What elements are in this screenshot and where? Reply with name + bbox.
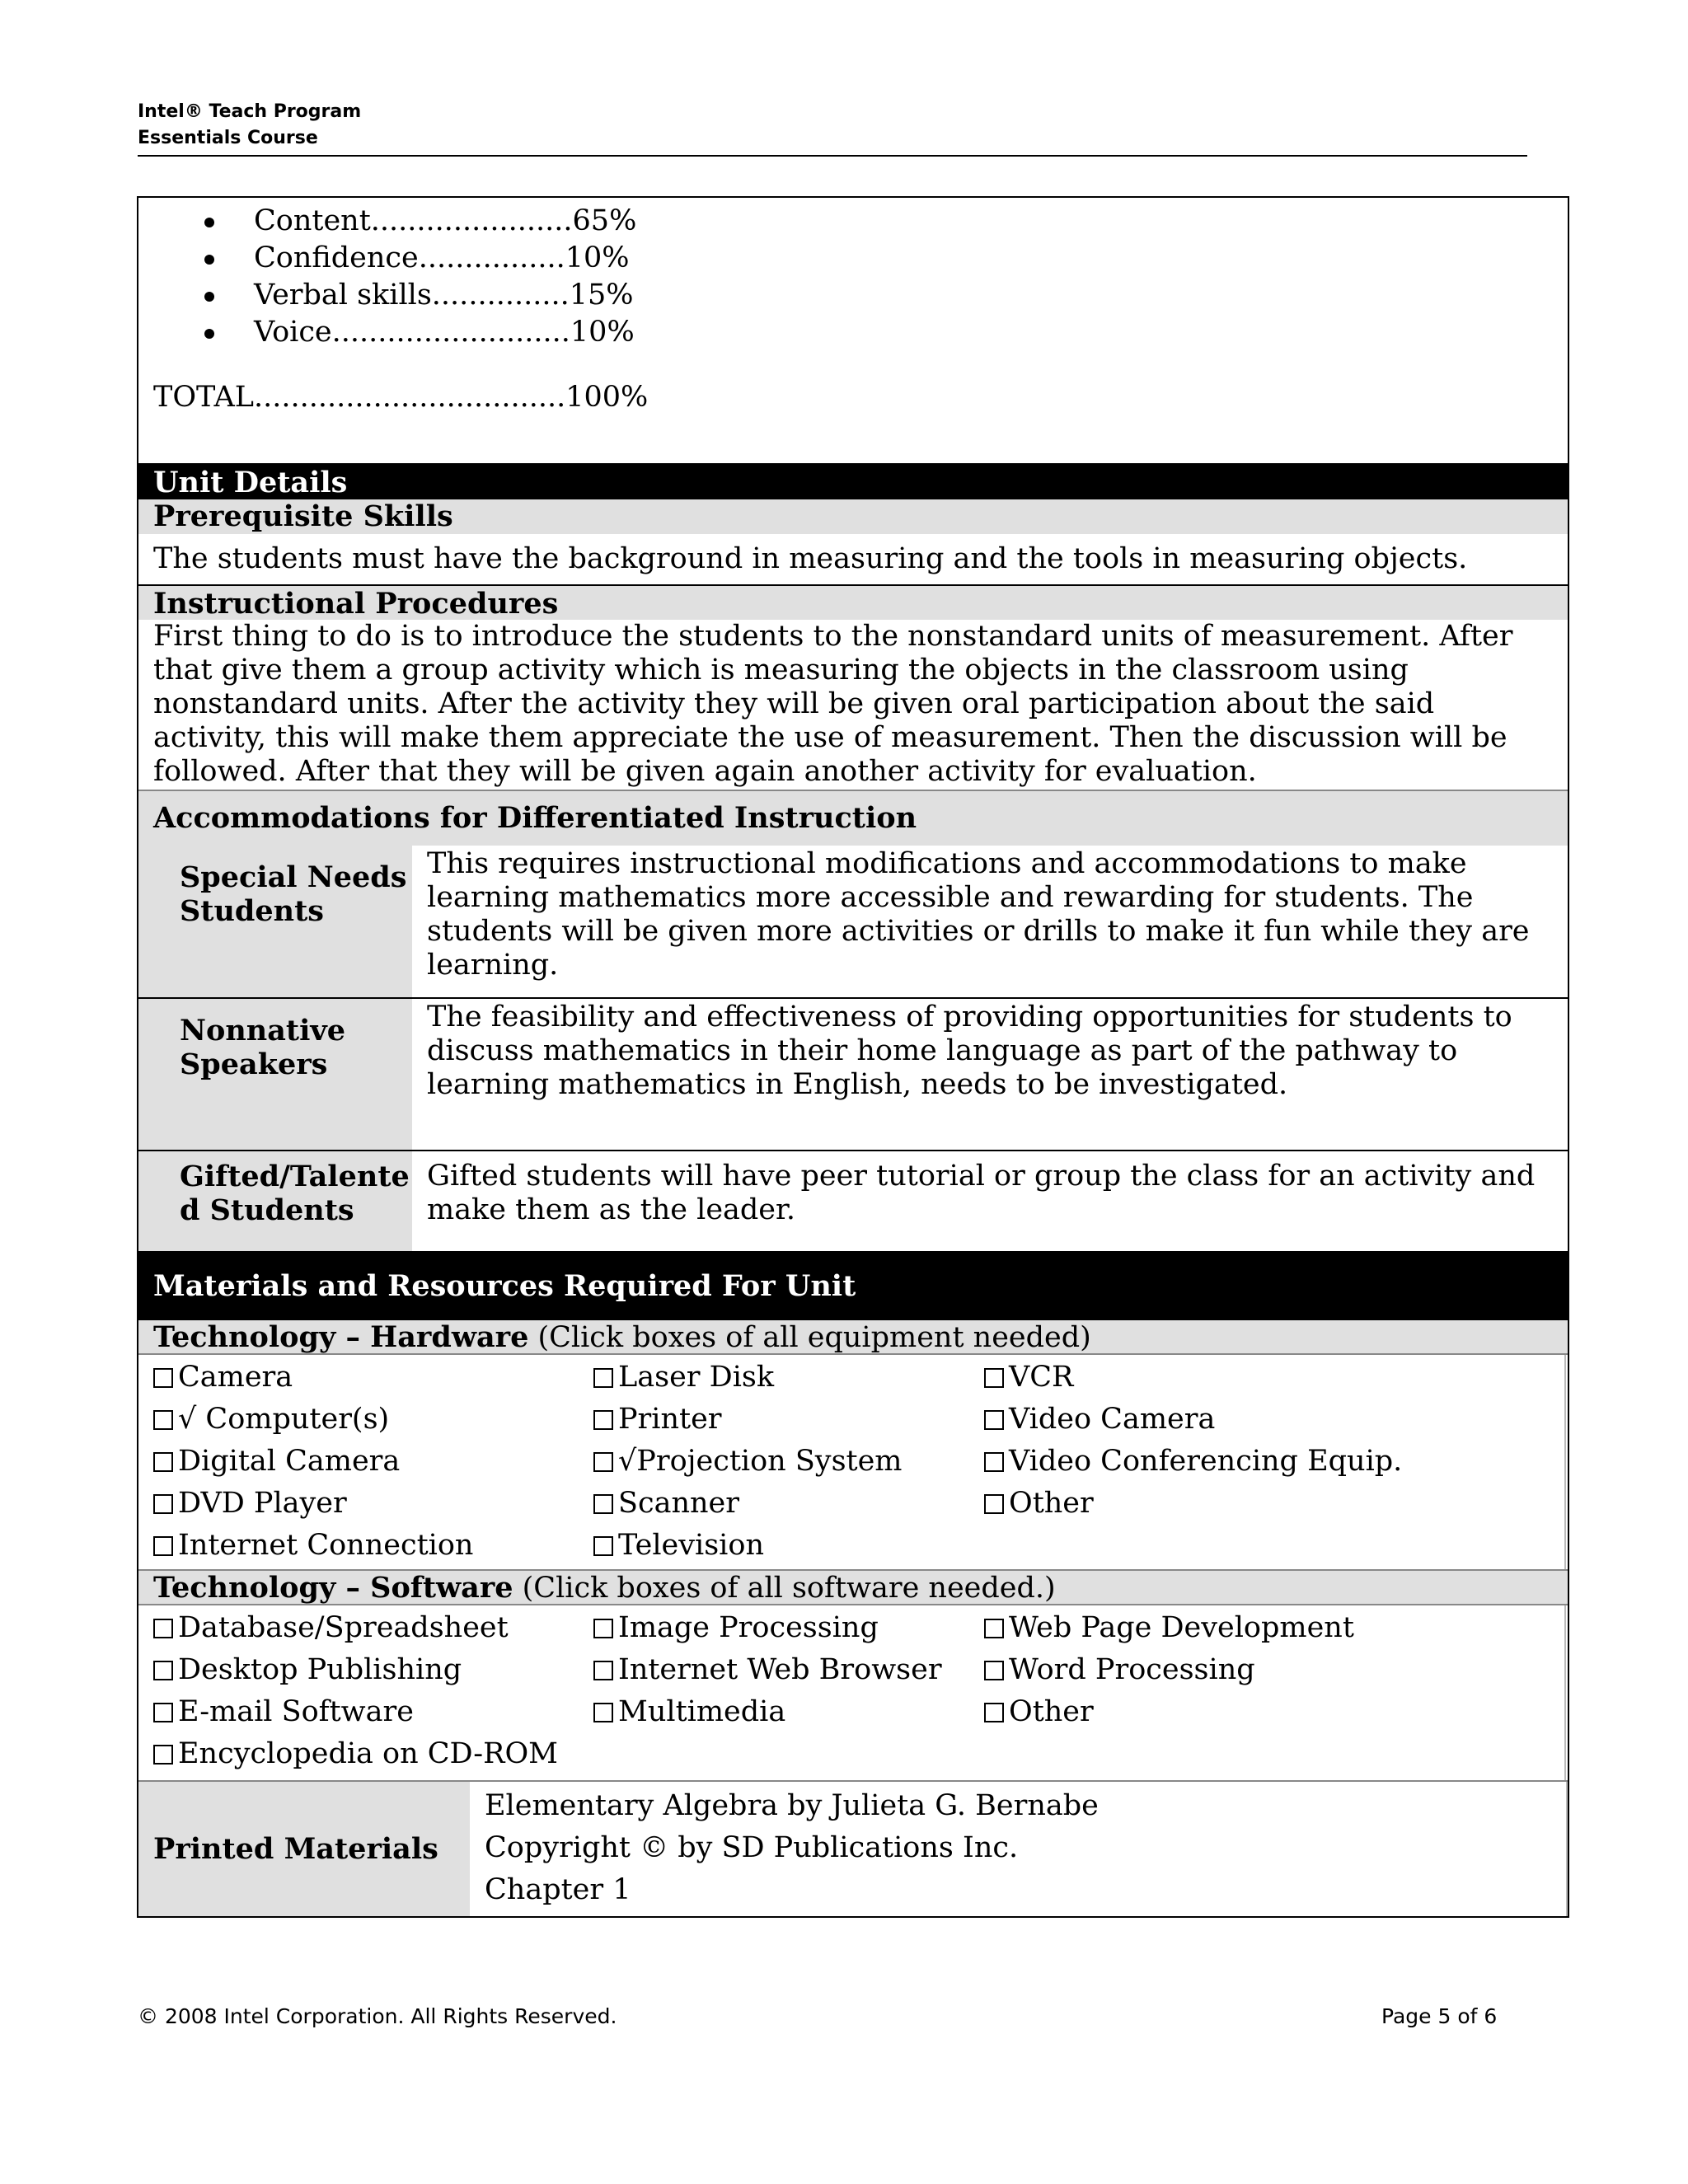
printed-materials-list <box>470 1782 1568 1916</box>
software-heading <box>138 1569 1568 1605</box>
checkbox-scanner[interactable] <box>593 1483 903 1525</box>
checkbox-web-browser[interactable] <box>593 1649 942 1691</box>
header-program: Intel® Teach Program <box>138 101 362 122</box>
checkbox-label: Word Processing <box>1009 1653 1255 1686</box>
checkbox-icon[interactable] <box>593 1368 613 1388</box>
list-item <box>204 277 636 314</box>
software-column-3 <box>984 1607 1354 1733</box>
checkbox-icon[interactable] <box>593 1452 613 1472</box>
checkbox-icon[interactable] <box>593 1410 613 1430</box>
header-course: Essentials Course <box>138 128 318 148</box>
bullet-icon <box>204 218 214 227</box>
label-line: Special Needs <box>180 860 407 894</box>
score-item-confidence: Confidence................10% <box>254 241 630 274</box>
printed-materials-label: Printed Materials <box>138 1782 470 1916</box>
hardware-column-1 <box>153 1357 473 1567</box>
checkbox-icon[interactable] <box>153 1703 173 1722</box>
checkbox-icon[interactable] <box>153 1536 173 1556</box>
bullet-icon <box>204 292 214 302</box>
checkbox-icon[interactable] <box>593 1661 613 1680</box>
checkbox-label: Internet Web Browser <box>618 1653 942 1686</box>
checkbox-icon[interactable] <box>153 1494 173 1514</box>
checkbox-label: DVD Player <box>178 1487 347 1520</box>
checkbox-icon[interactable] <box>593 1703 613 1722</box>
checkbox-icon[interactable] <box>593 1619 613 1638</box>
checkbox-label: Digital Camera <box>178 1445 401 1478</box>
list-item <box>204 240 636 277</box>
checkbox-label: Desktop Publishing <box>178 1653 462 1686</box>
checkbox-word-processing[interactable] <box>984 1649 1354 1691</box>
checkbox-digital-camera[interactable] <box>153 1441 473 1483</box>
label-line: Gifted/Talente <box>180 1160 410 1193</box>
checkbox-icon[interactable] <box>984 1661 1004 1680</box>
checkbox-label: Internet Connection <box>178 1529 474 1562</box>
prerequisite-skills-text: The students must have the background in measuring and the tools in measuring objects. <box>138 534 1568 586</box>
scoring-list <box>204 203 636 351</box>
checkbox-icon[interactable] <box>984 1410 1004 1430</box>
score-total: TOTAL..................................100% <box>153 381 649 414</box>
prerequisite-skills-heading: Prerequisite Skills <box>138 499 1568 534</box>
list-item: Copyright © by SD Publications Inc. <box>485 1831 1019 1864</box>
label-line: Students <box>180 894 324 928</box>
checkbox-icon[interactable] <box>984 1494 1004 1514</box>
score-item-content: Content......................65% <box>254 204 637 237</box>
accommodation-row-gifted <box>138 1151 1568 1251</box>
hardware-title: Technology – Hardware <box>153 1320 529 1354</box>
checkbox-label: Encyclopedia on CD-ROM <box>178 1737 558 1770</box>
checkbox-internet-connection[interactable] <box>153 1525 473 1567</box>
checkbox-label: Television <box>618 1529 764 1562</box>
score-item-verbal: Verbal skills...............15% <box>254 279 634 312</box>
label-line: Nonnative <box>180 1014 345 1047</box>
software-instruction: (Click boxes of all software needed.) <box>513 1572 1056 1605</box>
checkbox-label: Image Processing <box>618 1611 879 1644</box>
checkbox-desktop-publishing[interactable] <box>153 1649 558 1691</box>
checkbox-label: Other <box>1009 1487 1094 1520</box>
checkbox-video-conferencing[interactable] <box>984 1441 1402 1483</box>
accommodation-label <box>138 846 412 997</box>
checkbox-label: Other <box>1009 1695 1094 1728</box>
checkbox-icon[interactable] <box>984 1452 1004 1472</box>
materials-heading: Materials and Resources Required For Unit <box>138 1251 1568 1320</box>
score-item-voice: Voice..........................10% <box>254 316 635 349</box>
checkbox-icon[interactable] <box>593 1494 613 1514</box>
checkbox-label: Camera <box>178 1361 293 1394</box>
checkbox-image-processing[interactable] <box>593 1607 942 1649</box>
software-column-2 <box>593 1607 942 1733</box>
checkbox-icon[interactable] <box>984 1703 1004 1722</box>
checkbox-label: Laser Disk <box>618 1361 775 1394</box>
software-checklist <box>138 1605 1566 1780</box>
checkbox-icon[interactable] <box>153 1368 173 1388</box>
checkbox-other-hardware[interactable] <box>984 1483 1402 1525</box>
hardware-column-2 <box>593 1357 903 1567</box>
list-item <box>204 203 636 240</box>
checkbox-video-camera[interactable] <box>984 1399 1402 1441</box>
hardware-checklist <box>138 1355 1566 1569</box>
checkbox-icon[interactable] <box>593 1536 613 1556</box>
checkbox-web-page-development[interactable] <box>984 1607 1354 1649</box>
checkbox-label: √ Computer(s) <box>178 1403 390 1436</box>
checkbox-label: Video Conferencing Equip. <box>1009 1445 1403 1478</box>
hardware-column-3 <box>984 1357 1402 1525</box>
accommodation-row-special-needs <box>138 846 1568 999</box>
checkbox-laser-disk[interactable] <box>593 1357 903 1399</box>
accommodation-text: The feasibility and effectiveness of providing opportunities for students to discuss mathematics in their home language as part of the pathway to learning mathematics in English, needs to be investigated. <box>427 1001 1512 1101</box>
checkbox-label: Web Page Development <box>1009 1611 1354 1644</box>
checkbox-label: √Projection System <box>618 1445 903 1478</box>
checkbox-camera[interactable] <box>153 1357 473 1399</box>
bullet-icon <box>204 255 214 265</box>
checkbox-label: Scanner <box>618 1487 739 1520</box>
checkbox-encyclopedia[interactable] <box>153 1733 558 1775</box>
checkbox-label: Printer <box>618 1403 722 1436</box>
accommodation-text: This requires instructional modifications and accommodations to make learning mathematics more accessible and rewarding for students. The students will be given more activities or drills to make it fun while they are learning. <box>427 847 1530 982</box>
checkbox-email-software[interactable] <box>153 1691 558 1733</box>
checkbox-projection-system[interactable] <box>593 1441 903 1483</box>
instructional-procedures-heading: Instructional Procedures <box>138 586 1568 620</box>
footer-page-number: Page 5 of 6 <box>1381 2004 1498 2028</box>
label-line: Speakers <box>180 1047 328 1081</box>
hardware-heading <box>138 1320 1568 1355</box>
footer-copyright: © 2008 Intel Corporation. All Rights Reserved. <box>138 2004 617 2028</box>
label-line: d Students <box>180 1193 354 1227</box>
checkbox-icon[interactable] <box>153 1452 173 1472</box>
checkbox-television[interactable] <box>593 1525 903 1567</box>
checkbox-database[interactable] <box>153 1607 558 1649</box>
checkbox-icon[interactable] <box>153 1745 173 1765</box>
accommodation-text: Gifted students will have peer tutorial or group the class for an activity and make them as the leader. <box>427 1160 1536 1226</box>
bullet-icon <box>204 329 214 339</box>
checkbox-vcr[interactable] <box>984 1357 1402 1399</box>
accommodation-label <box>138 999 412 1150</box>
checkbox-icon[interactable] <box>984 1368 1004 1388</box>
checkbox-label: Video Camera <box>1009 1403 1216 1436</box>
checkbox-icon[interactable] <box>153 1661 173 1680</box>
checkbox-label: E-mail Software <box>178 1695 414 1728</box>
unit-plan-table <box>137 196 1569 1918</box>
unit-details-heading: Unit Details <box>138 463 1568 499</box>
list-item <box>204 314 636 351</box>
checkbox-label: Multimedia <box>618 1695 786 1728</box>
checkbox-icon[interactable] <box>984 1619 1004 1638</box>
hardware-instruction: (Click boxes of all equipment needed) <box>528 1321 1091 1354</box>
checkbox-printer[interactable] <box>593 1399 903 1441</box>
accommodation-label <box>138 1151 412 1251</box>
checkbox-label: VCR <box>1009 1361 1074 1394</box>
software-title: Technology – Software <box>153 1571 513 1605</box>
list-item: Elementary Algebra by Julieta G. Bernabe <box>485 1789 1099 1822</box>
checkbox-icon[interactable] <box>153 1619 173 1638</box>
instructional-procedures-text: First thing to do is to introduce the students to the nonstandard units of measurement. After that give them a group activity which is measuring the objects in the classroom using nonstandard units. After the activity they will be given oral participation about the said activity, this will make them appreciate the use of measurement. Then the discussion will be followed. After that they will be given again another activity for evaluation. <box>153 620 1513 788</box>
page-header <box>138 99 1527 157</box>
checkbox-other-software[interactable] <box>984 1691 1354 1733</box>
software-column-1 <box>153 1607 558 1775</box>
accommodations-heading: Accommodations for Differentiated Instruction <box>138 790 1568 846</box>
printed-materials-row <box>138 1780 1568 1916</box>
list-item: Chapter 1 <box>485 1873 631 1906</box>
checkbox-computers[interactable] <box>153 1399 473 1441</box>
checkbox-multimedia[interactable] <box>593 1691 942 1733</box>
checkbox-dvd-player[interactable] <box>153 1483 473 1525</box>
scoring-rubric <box>138 198 1568 463</box>
checkbox-icon[interactable] <box>153 1410 173 1430</box>
checkbox-label: Database/Spreadsheet <box>178 1611 509 1644</box>
accommodation-row-nonnative <box>138 999 1568 1151</box>
